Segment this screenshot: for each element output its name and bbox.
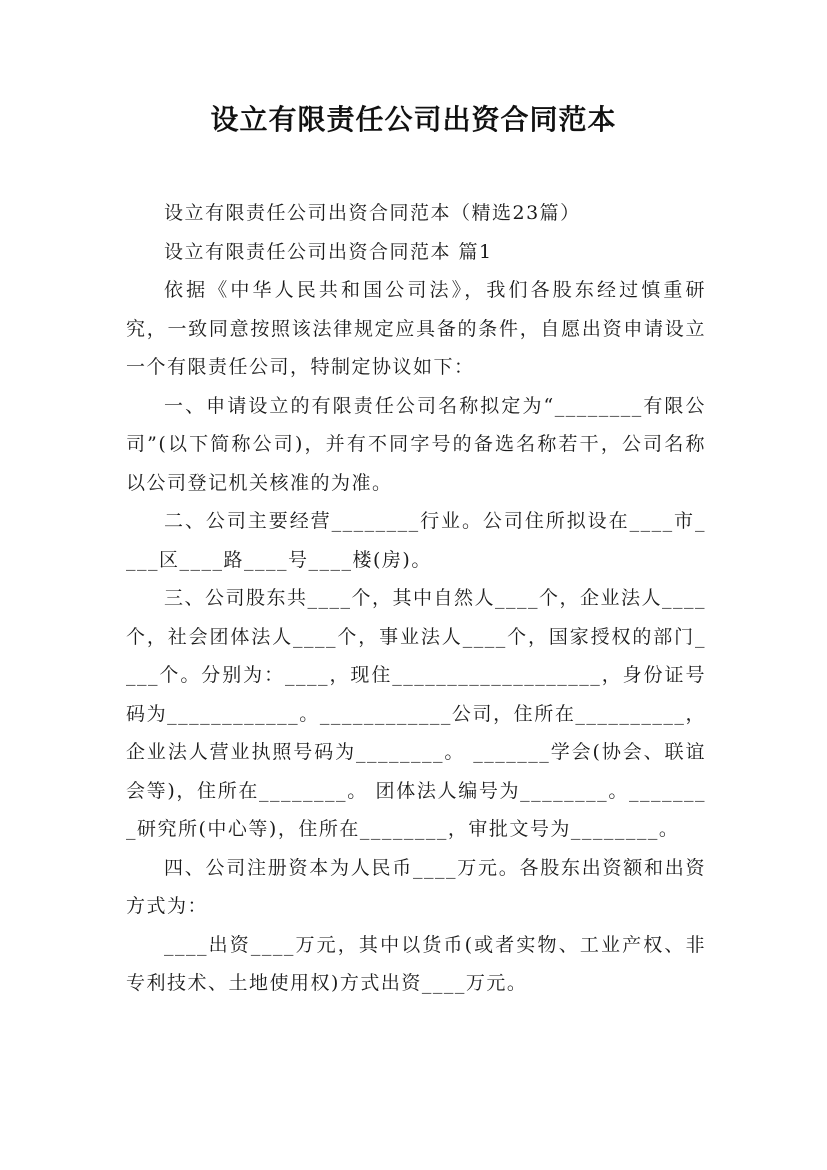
intro-paragraph: 依据《中华人民共和国公司法》，我们各股东经过慎重研究，一致同意按照该法律规定应具备的条件，自愿出资申请设立一个有限责任公司，特制定协议如下： (126, 279, 706, 378)
clause-3-paragraph: 三、公司股东共____个，其中自然人____个，企业法人____个，社会团体法人____个，事业法人____个，国家授权的部门____个。分别为：____，现住___________________，身份证号码为____________。____________公司，住所在__________，企业法人营业执照号码为________。 _______学会(协会、联谊会等)，住所在________。 团体法人编号为________。________研究所(中心等)，住所在________，审批文号为________。 (126, 587, 707, 840)
section-heading: 设立有限责任公司出资合同范本 篇1 (164, 240, 493, 263)
document-body (126, 194, 706, 1003)
contribution-paragraph: ____出资____万元，其中以货币(或者实物、工业产权、非专利技术、土地使用权)方式出资____万元。 (126, 933, 706, 994)
document-title: 设立有限责任公司出资合同范本 (210, 103, 617, 136)
clause-4-paragraph: 四、公司注册资本为人民币____万元。各股东出资额和出资方式为： (126, 856, 706, 917)
clause-2-paragraph: 二、公司主要经营________行业。公司住所拟设在____市____区____路____号____楼(房)。 (126, 510, 706, 571)
clause-1-paragraph: 一、申请设立的有限责任公司名称拟定为“________有限公司”(以下简称公司)，并有不同字号的备选名称若干，公司名称以公司登记机关核准的为准。 (126, 394, 706, 494)
subtitle-paragraph: 设立有限责任公司出资合同范本（精选23篇） (164, 202, 581, 224)
